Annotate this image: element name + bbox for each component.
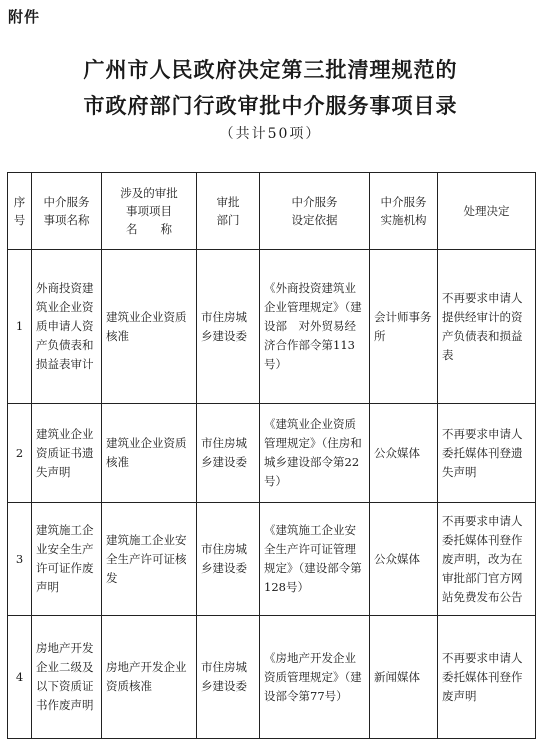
cell-approval-item: 建筑业企业资质核准 xyxy=(102,404,197,503)
header-department: 审批 部门 xyxy=(197,173,260,250)
table-row xyxy=(8,404,536,503)
cell-service-name: 建筑业企业资质证书遗失声明 xyxy=(32,404,102,503)
cell-seq: 2 xyxy=(8,404,32,503)
cell-department: 市住房城乡建设委 xyxy=(197,250,260,404)
service-items-table xyxy=(7,172,536,739)
table-header-row xyxy=(8,173,536,250)
cell-seq: 1 xyxy=(8,250,32,404)
header-service-name: 中介服务 事项名称 xyxy=(32,173,102,250)
cell-agency: 公众媒体 xyxy=(370,404,438,503)
cell-basis: 《建筑施工企业安全生产许可证管理规定》（建设部令第128号） xyxy=(260,503,370,616)
header-agency: 中介服务 实施机构 xyxy=(370,173,438,250)
header-seq: 序号 xyxy=(8,173,32,250)
document-subtitle: （共计50项） xyxy=(219,126,322,142)
cell-decision: 不再要求申请人提供经审计的资产负债表和损益表 xyxy=(438,250,536,404)
cell-decision: 不再要求申请人委托媒体刊登作废声明，改为在审批部门官方网站免费发布公告 xyxy=(438,503,536,616)
header-approval-item: 涉及的审批 事项项目 名 称 xyxy=(102,173,197,250)
table-row xyxy=(8,503,536,616)
table-row xyxy=(8,616,536,739)
header-decision: 处理决定 xyxy=(438,173,536,250)
table-row xyxy=(8,250,536,404)
cell-agency: 新闻媒体 xyxy=(370,616,438,739)
document-title-line-1: 广州市人民政府决定第三批清理规范的 xyxy=(83,58,458,82)
cell-approval-item: 建筑施工企业安全生产许可证核发 xyxy=(102,503,197,616)
cell-basis: 《房地产开发企业资质管理规定》（建设部令第77号） xyxy=(260,616,370,739)
cell-service-name: 房地产开发企业二级及以下资质证书作废声明 xyxy=(32,616,102,739)
document-title-line-2: 市政府部门行政审批中介服务事项目录 xyxy=(83,94,458,118)
cell-approval-item: 房地产开发企业资质核准 xyxy=(102,616,197,739)
cell-department: 市住房城乡建设委 xyxy=(197,616,260,739)
cell-decision: 不再要求申请人委托媒体刊登遗失声明 xyxy=(438,404,536,503)
cell-department: 市住房城乡建设委 xyxy=(197,404,260,503)
cell-seq: 4 xyxy=(8,616,32,739)
cell-approval-item: 建筑业企业资质核准 xyxy=(102,250,197,404)
cell-basis: 《建筑业企业资质管理规定》（住房和城乡建设部令第22号） xyxy=(260,404,370,503)
cell-decision: 不再要求申请人委托媒体刊登作废声明 xyxy=(438,616,536,739)
cell-seq: 3 xyxy=(8,503,32,616)
cell-agency: 会计师事务所 xyxy=(370,250,438,404)
cell-service-name: 外商投资建筑业企业资质申请人资产负债表和损益表审计 xyxy=(32,250,102,404)
cell-department: 市住房城乡建设委 xyxy=(197,503,260,616)
cell-agency: 公众媒体 xyxy=(370,503,438,616)
cell-service-name: 建筑施工企业安全生产许可证作废声明 xyxy=(32,503,102,616)
attachment-label: 附件 xyxy=(8,8,41,26)
header-basis: 中介服务 设定依据 xyxy=(260,173,370,250)
cell-basis: 《外商投资建筑业企业管理规定》（建设部 对外贸易经济合作部令第113号） xyxy=(260,250,370,404)
